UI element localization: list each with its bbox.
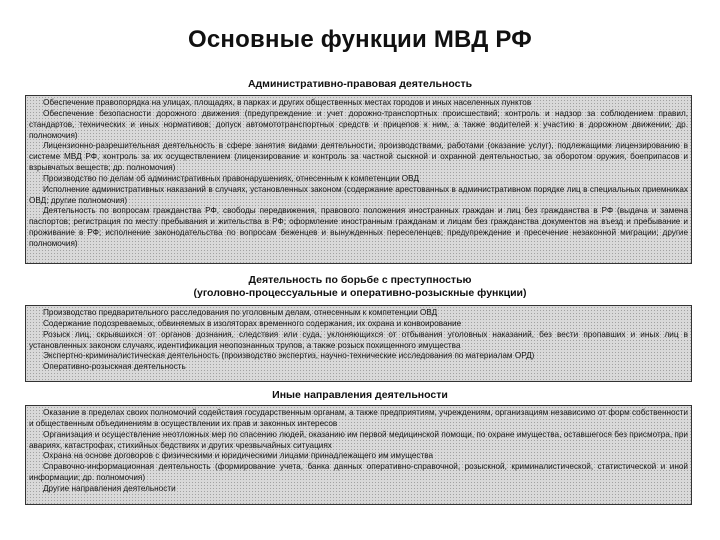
list-item: Содержание подозреваемых, обвиняемых в изоляторах временного содержания, их охрана и конвоирование [43,318,462,328]
list-item: Оказание в пределах своих полномочий содействия государственным органам, а также предприятиям, учреждениям, организациям независимо от форм собственности и общественным объединениям в осуществлении их прав и законных интересов [29,408,688,428]
list-item: Справочно-информационная деятельность (формирование учета, банка данных оперативно-справочной, розыскной, криминалистической, статистической и иной информации; др. полномочия) [29,462,688,483]
list-item: Производство предварительного расследования по уголовным делам, отнесенным к компетенции ОВД [43,308,438,317]
page-title: Основные функции МВД РФ [188,26,532,53]
section-heading-other: Иные направления деятельности [272,389,448,401]
list-item: Организация и осуществление неотложных мер по спасению людей, оказанию им первой медицинской помощи, по охране имущества, оставшегося без присмотра, при авариях, катастрофах, стихийных бедствиях и других чрезвычайных ситуациях [29,429,688,450]
list-item: Оперативно-розыскная деятельность [43,362,186,372]
list-item: Охрана на основе договоров с физическими и юридическими лицами принадлежащего им имущества [43,451,434,461]
list-item: Другие направления деятельности [43,483,176,493]
list-item: Лицензионно-разрешительная деятельность в сфере занятия видами деятельности, производствами, работами (оказание услуг), подлежащими лицензированию в системе МВД РФ, контроль за их осуществлением (лицензирование и контроль за частной сыскной и охранной деятельностью, за оборотом оружия, боеприпасов и взрывчатых веществ; др. полномочия) [29,141,688,173]
section-heading-line1: Деятельность по борьбе с преступностью [248,274,472,286]
list-item: Экспертно-криминалистическая деятельность (производство экспертиз, научно-технические исследования по материалам ОРД) [43,351,535,361]
section-heading-line2: (уголовно-процессуальные и оперативно-розыскные функции) [193,287,527,299]
list-item: Розыск лиц, скрывшихся от органов дознания, следствия или суда, уклоняющихся от отбывания уголовных наказаний, без вести пропавших и иных лиц в установленных законом случаях, идентификация неопознанных трупов, а также розыск похищенного имущества [29,329,688,350]
section-box-administrative [25,95,692,264]
section-box-other [25,405,692,505]
list-item: Деятельность по вопросам гражданства РФ, свободы передвижения, правового положения иностранных граждан и лиц без гражданства в РФ (выдача и замена паспортов; регистрация по месту пребывания и жительства в РФ; оформление иностранным гражданам и лицам без гражданства документов на въезд и пребывание и проживание в РФ; исполнение законодательства по вопросам беженцев и вынужденных переселенцев; предупреждение и пресечение незаконной миграции; другие полномочия) [29,206,688,248]
list-item: Производство по делам об административных правонарушениях, отнесенным к компетенции ОВД [43,173,419,183]
section-heading-crime-fighting [0,274,720,300]
list-item: Обеспечение безопасности дорожного движения (предупреждение и учет дорожно-транспортных происшествий; контроль и надзор за соблюдением правил, стандартов, технических и иных нормативов; допуск автомототранспортных средств и прицепов к ним, а также водителей к участию в дорожном движении; др. полномочия) [29,108,688,140]
section-heading-administrative: Административно-правовая деятельность [247,78,473,90]
list-item: Обеспечение правопорядка на улицах, площадях, в парках и других общественных местах городов и иных населенных пунктов [43,98,532,107]
list-item: Исполнение административных наказаний в случаях, установленных законом (содержание арестованных в административном порядке лиц в специальных приемниках ОВД; другие полномочия) [29,184,688,205]
section-box-crime-fighting [25,305,692,382]
